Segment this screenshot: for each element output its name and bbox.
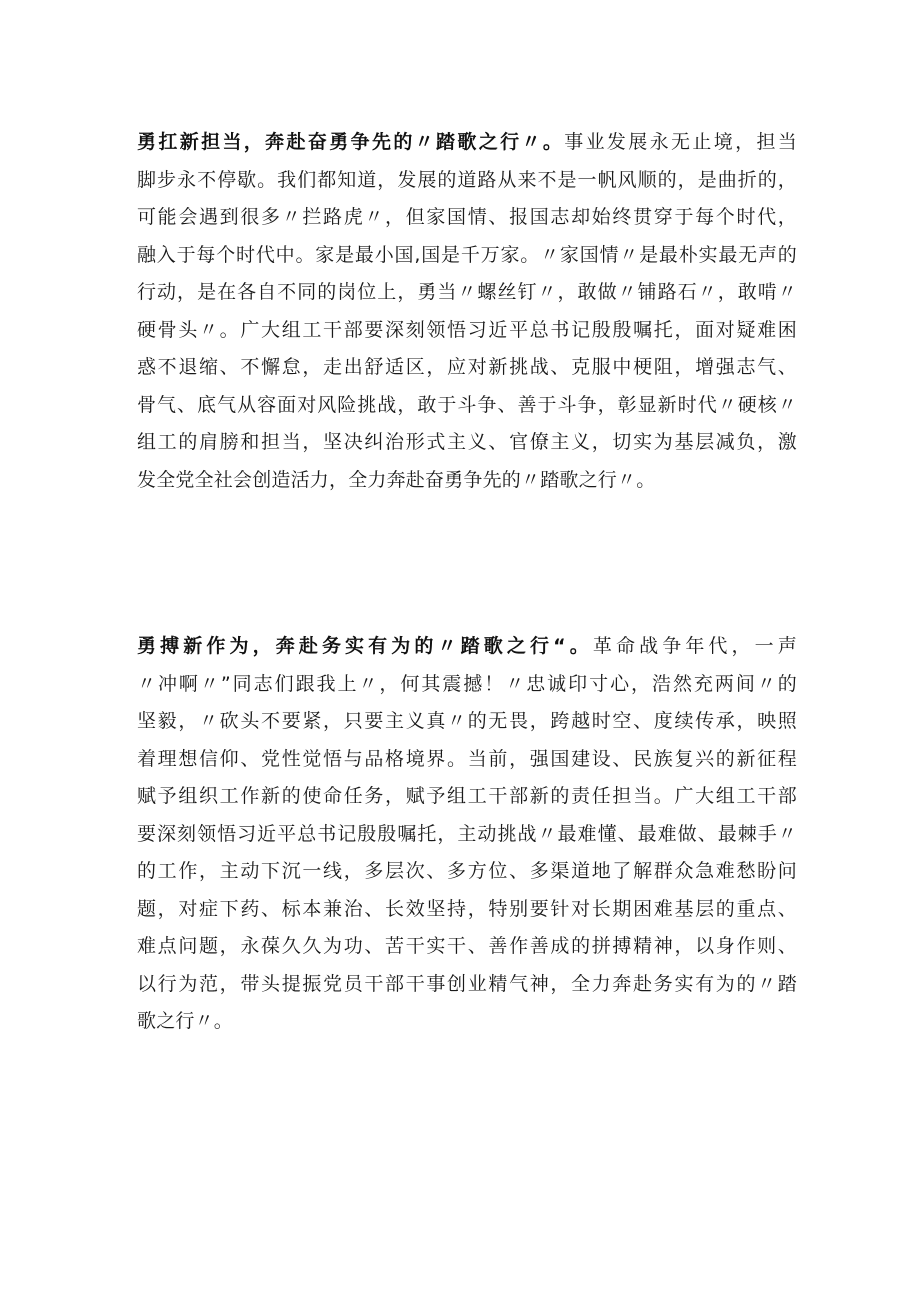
- paragraph-text: 事业发展永无止境，担当: [564, 131, 797, 153]
- paragraph-line: 坚毅，〃砍头不要紧，只要主义真〃的无畏，跨越时空、度续传承，映照: [137, 710, 797, 732]
- paragraph-line: 融入于每个时代中。家是最小国,国是千万家。〃家国情〃是最朴实最无声的: [137, 243, 797, 266]
- paragraph-lead: 勇扛新担当，奔赴奋勇争先的〃踏歌之行〃。: [137, 131, 565, 153]
- paragraph-line: 硬骨头〃。广大组工干部要深刻领悟习近平总书记殷殷嘱托，面对疑难困: [137, 318, 797, 341]
- paragraph-line: 惑不退缩、不懈怠，走出舒适区，应对新挑战、克服中梗阻，增强志气、: [137, 356, 797, 378]
- paragraph-line: 可能会遇到很多〃拦路虎〃，但家国情、报国志却始终贯穿于每个时代，: [137, 206, 797, 228]
- paragraph-line: 骨气、底气从容面对风险挑战，敢于斗争、善于斗争，彰显新时代〃硬核〃: [137, 393, 797, 416]
- paragraph-line: 着理想信仰、党性觉悟与品格境界。当前，强国建设、民族复兴的新征程: [137, 747, 797, 770]
- paragraph-line: [137, 124, 797, 162]
- paragraph-line: 〃冲啊〃”同志们跟我上〃，何其震撼！〃忠诚印寸心，浩然充两间〃的: [137, 672, 797, 695]
- paragraph-line: 组工的肩膀和担当，坚决纠治形式主义、官僚主义，切实为基层减负，激: [137, 431, 797, 453]
- paragraph-line: 发全党全社会创造活力，全力奔赴奋勇争先的〃踏歌之行〃。: [137, 468, 656, 491]
- paragraph-line: 题，对症下药、标本兼治、长效坚持，特别要针对长期困难基层的重点、: [137, 897, 797, 920]
- paragraph-1: [137, 124, 797, 499]
- paragraph-line: 以行为范，带头提振党员干部干事创业精气神，全力奔赴务实有为的〃踏: [137, 972, 797, 995]
- paragraph-line: 脚步永不停歇。我们都知道，发展的道路从来不是一帆风顺的，是曲折的，: [137, 168, 797, 191]
- paragraph-line: 难点问题，永葆久久为功、苦干实干、善作善成的拼搏精神，以身作则、: [137, 935, 797, 957]
- paragraph-lead: 勇搏新作为，奔赴务实有为的〃踏歌之行“。: [137, 635, 593, 657]
- paragraph-line: 要深刻领悟习近平总书记殷殷嘱托，主动挑战〃最难懂、最难做、最棘手〃: [137, 822, 797, 845]
- paragraph-line: 的工作，主动下沉一线，多层次、多方位、多渠道地了解群众急难愁盼问: [137, 860, 797, 882]
- paragraph-line: 歌之行〃。: [137, 1010, 234, 1032]
- paragraph-line: [137, 628, 797, 666]
- paragraph-line: 赋予组织工作新的使命任务，赋予组工干部新的责任担当。广大组工干部: [137, 785, 797, 807]
- paragraph-line: 行动，是在各自不同的岗位上，勇当〃螺丝钉〃，敢做〃铺路石〃，敢啃〃: [137, 281, 797, 303]
- paragraph-text: 革命战争年代，一声: [592, 635, 797, 657]
- paragraph-2: [137, 628, 797, 1041]
